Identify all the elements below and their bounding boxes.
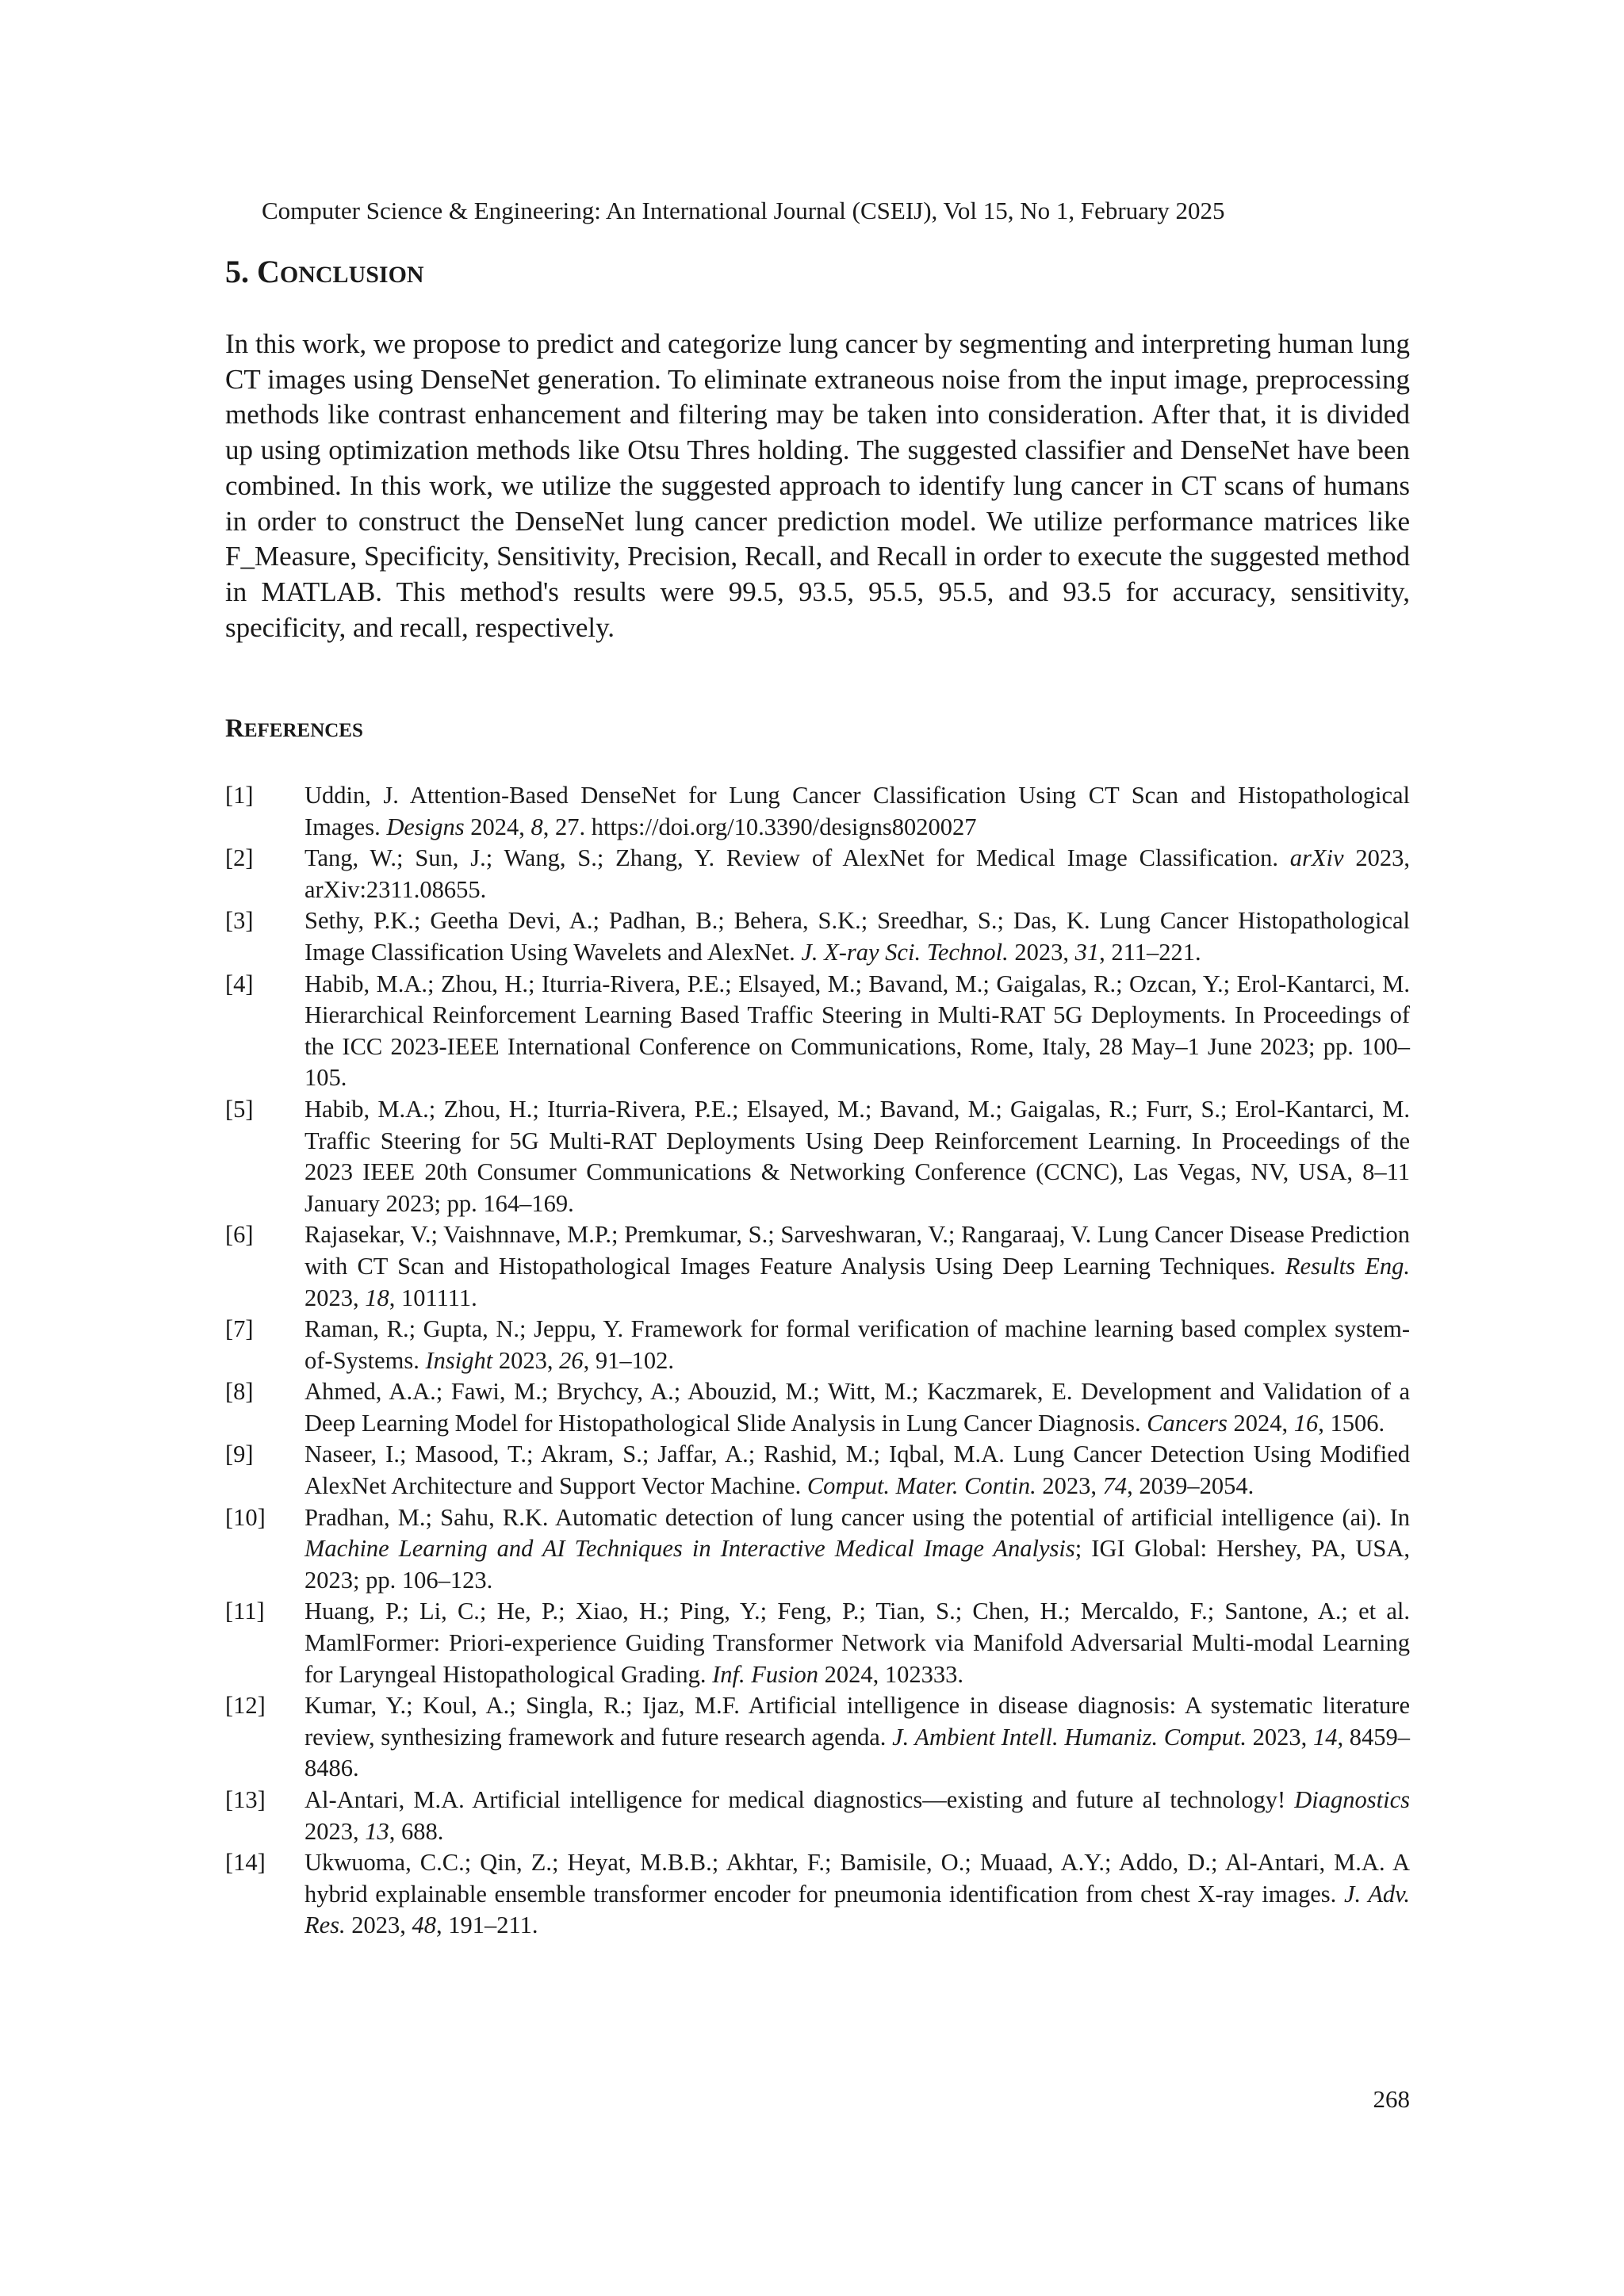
- reference-year: 2023,: [1247, 1723, 1313, 1751]
- reference-text: [304, 1785, 1410, 1847]
- reference-number: [10]: [225, 1503, 266, 1531]
- reference-pages: , 27. https://doi.org/10.3390/designs8020027: [542, 813, 977, 840]
- reference-journal: Inf. Fusion: [712, 1660, 818, 1688]
- reference-year: 2023,: [1036, 1472, 1103, 1500]
- reference-number: [14]: [225, 1849, 266, 1877]
- reference-pages: , 2039–2054.: [1127, 1472, 1254, 1500]
- section-number: 5.: [225, 254, 249, 289]
- reference-number: [1]: [225, 782, 254, 809]
- reference-pages: , 191–211.: [436, 1911, 538, 1939]
- reference-pages: , 8459–8486.: [304, 1723, 1411, 1782]
- reference-authors-title: Habib, M.A.; Zhou, H.; Iturria-Rivera, P.E.; Elsayed, M.; Bavand, M.; Gaigalas, R.; Furr, S.; Erol-Kantarci, M. Traffic Steering for 5G Multi-RAT Deployments Using Deep Reinforcement Learning. In Proceedings of the 2023 IEEE 20th Consumer Communications & Networking Conference (CCNC), Las Vegas, NV, USA, 8–11 January 2023; pp. 164–169.: [304, 1095, 1410, 1217]
- reference-pages: , 688.: [389, 1817, 444, 1845]
- reference-number: [12]: [225, 1692, 266, 1720]
- reference-journal: Diagnostics: [1294, 1786, 1410, 1813]
- reference-authors-title: Ukwuoma, C.C.; Qin, Z.; Heyat, M.B.B.; Akhtar, F.; Bamisile, O.; Muaad, A.Y.; Addo, D.; Al-Antari, M.A. A hybrid explainable ensemble transformer encoder for pneumonia identification from chest X-ray images.: [304, 1849, 1410, 1908]
- reference-year: 2023,: [492, 1346, 560, 1374]
- reference-authors-title: Ahmed, A.A.; Fawi, M.; Brychcy, A.; Abouzid, M.; Witt, M.; Kaczmarek, E. Development and Validation of a Deep Learning Model for Histopathological Slide Analysis in Lung Cancer Diagnosis.: [304, 1378, 1410, 1437]
- reference-journal: Insight: [425, 1346, 493, 1374]
- reference-item: [225, 1219, 1410, 1314]
- reference-year: 2023,: [304, 1817, 366, 1845]
- reference-journal: Designs: [386, 813, 465, 840]
- reference-item: [225, 905, 1410, 968]
- reference-authors-title: Al-Antari, M.A. Artificial intelligence for medical diagnostics—existing and future aI technology!: [304, 1786, 1295, 1813]
- reference-item: [225, 843, 1410, 905]
- reference-item: [225, 1314, 1410, 1376]
- conclusion-paragraph: In this work, we propose to predict and categorize lung cancer by segmenting and interpreting human lung CT images using DenseNet generation. To eliminate extraneous noise from the input image, preprocessing methods like contrast enhancement and filtering may be taken into consideration. After that, it is divided up using optimization methods like Otsu Thres holding. The suggested classifier and DenseNet have been combined. In this work, we utilize the suggested approach to identify lung cancer in CT scans of humans in order to construct the DenseNet lung cancer prediction model. We utilize performance matrices like F_Measure, Specificity, Sensitivity, Precision, Recall, and Recall in order to execute the suggested method in MATLAB. This method's results were 99.5, 93.5, 95.5, 95.5, and 93.5 for accuracy, sensitivity, specificity, and recall, respectively.: [225, 328, 1410, 643]
- reference-number: [8]: [225, 1378, 254, 1406]
- references-heading: [225, 712, 363, 748]
- reference-year: ; IGI Global: Hershey, PA, USA, 2023; pp. 106–123.: [304, 1535, 1410, 1594]
- reference-authors-title: Pradhan, M.; Sahu, R.K. Automatic detection of lung cancer using the potential of artificial intelligence (ai). In: [304, 1503, 1410, 1531]
- reference-pages: , 101111.: [389, 1284, 477, 1311]
- reference-volume: 18: [365, 1284, 389, 1311]
- reference-journal: Cancers: [1147, 1409, 1228, 1437]
- reference-text: [304, 1596, 1410, 1690]
- section-title-rest: ONCLUSION: [279, 262, 424, 288]
- reference-item: [225, 1690, 1410, 1785]
- reference-authors-title: Tang, W.; Sun, J.; Wang, S.; Zhang, Y. Review of AlexNet for Medical Image Classification.: [304, 844, 1290, 872]
- reference-item: [225, 969, 1410, 1094]
- reference-text: [304, 1439, 1410, 1502]
- section-heading: [225, 252, 424, 295]
- running-header: Computer Science & Engineering: An International Journal (CSEIJ), Vol 15, No 1, February 2025: [262, 197, 1225, 224]
- page-number: 268: [1373, 2085, 1410, 2113]
- references-title-initial: R: [225, 714, 244, 743]
- reference-text: [304, 1376, 1410, 1439]
- reference-authors-title: Kumar, Y.; Koul, A.; Singla, R.; Ijaz, M.F. Artificial intelligence in disease diagnosis: A systematic literature review, synthesizing framework and future research agenda.: [304, 1692, 1410, 1751]
- reference-authors-title: Habib, M.A.; Zhou, H.; Iturria-Rivera, P.E.; Elsayed, M.; Bavand, M.; Gaigalas, R.; Ozcan, Y.; Erol-Kantarci, M. Hierarchical Reinforcement Learning Based Traffic Steering in Multi-RAT 5G Deployments. In Proceedings of the ICC 2023-IEEE International Conference on Communications, Rome, Italy, 28 May–1 June 2023; pp. 100–105.: [304, 970, 1410, 1092]
- reference-number: [9]: [225, 1441, 254, 1468]
- reference-journal: arXiv: [1289, 844, 1344, 872]
- reference-authors-title: Sethy, P.K.; Geetha Devi, A.; Padhan, B.; Behera, S.K.; Sreedhar, S.; Das, K. Lung Cancer Histopathological Image Classification Using Wavelets and AlexNet.: [304, 907, 1410, 966]
- reference-item: [225, 1785, 1410, 1847]
- reference-item: [225, 780, 1410, 843]
- reference-item: [225, 1094, 1410, 1219]
- reference-volume: 8: [530, 813, 543, 840]
- reference-volume: 16: [1293, 1409, 1319, 1437]
- reference-year: 2023,: [345, 1911, 412, 1939]
- reference-authors-title: Huang, P.; Li, C.; He, P.; Xiao, H.; Ping, Y.; Feng, P.; Tian, S.; Chen, H.; Mercaldo, F.; Santone, A.; et al. MamlFormer: Priori-experience Guiding Transformer Network via Manifold Adversarial Multi-modal Learning for Laryngeal Histopathological Grading.: [304, 1598, 1410, 1688]
- reference-text: [304, 1314, 1410, 1376]
- reference-list: [225, 780, 1410, 1942]
- reference-item: [225, 1439, 1410, 1502]
- reference-year: 2023, arXiv:2311.08655.: [304, 844, 1410, 903]
- reference-number: [5]: [225, 1095, 254, 1123]
- reference-volume: 74: [1102, 1472, 1128, 1500]
- reference-journal: Machine Learning and AI Techniques in Interactive Medical Image Analysis: [304, 1535, 1075, 1563]
- reference-journal: Results Eng.: [1285, 1252, 1410, 1280]
- reference-volume: 48: [412, 1911, 437, 1939]
- reference-number: [6]: [225, 1221, 254, 1249]
- reference-pages: , 91–102.: [583, 1346, 674, 1374]
- reference-number: [13]: [225, 1786, 266, 1813]
- reference-volume: 31: [1074, 938, 1100, 966]
- reference-number: [2]: [225, 844, 254, 872]
- reference-number: [11]: [225, 1598, 265, 1625]
- reference-number: [4]: [225, 970, 254, 997]
- reference-year: 2024, 102333.: [818, 1660, 963, 1688]
- reference-item: [225, 1376, 1410, 1439]
- reference-authors-title: Naseer, I.; Masood, T.; Akram, S.; Jaffar, A.; Rashid, M.; Iqbal, M.A. Lung Cancer Detection Using Modified AlexNet Architecture and Support Vector Machine.: [304, 1441, 1410, 1500]
- reference-text: [304, 1219, 1410, 1314]
- reference-item: [225, 1847, 1410, 1942]
- reference-text: [304, 1094, 1410, 1219]
- reference-year: 2024,: [464, 813, 531, 840]
- reference-authors-title: Rajasekar, V.; Vaishnnave, M.P.; Premkumar, S.; Sarveshwaran, V.; Rangaraaj, V. Lung Cancer Disease Prediction with CT Scan and Histopathological Images Feature Analysis Using Deep Learning Techniques.: [304, 1221, 1410, 1280]
- reference-text: [304, 1690, 1410, 1785]
- reference-journal: J. Ambient Intell. Humaniz. Comput.: [892, 1723, 1247, 1751]
- reference-text: [304, 780, 1410, 843]
- reference-authors-title: Uddin, J. Attention-Based DenseNet for Lung Cancer Classification Using CT Scan and Histopathological Images.: [304, 782, 1410, 840]
- reference-journal: J. X-ray Sci. Technol.: [801, 938, 1009, 966]
- reference-year: 2023,: [1008, 938, 1075, 966]
- reference-number: [7]: [225, 1315, 254, 1343]
- references-title-rest: EFERENCES: [243, 720, 363, 741]
- reference-text: [304, 969, 1410, 1094]
- reference-item: [225, 1502, 1410, 1597]
- reference-number: [3]: [225, 907, 254, 935]
- reference-year: 2024,: [1227, 1409, 1294, 1437]
- reference-journal: J. Adv. Res.: [304, 1880, 1411, 1939]
- reference-journal: Comput. Mater. Contin.: [806, 1472, 1036, 1500]
- reference-authors-title: Raman, R.; Gupta, N.; Jeppu, Y. Framework for formal verification of machine learning based complex system-of-Systems.: [304, 1315, 1410, 1374]
- reference-text: [304, 843, 1410, 905]
- reference-pages: , 1506.: [1318, 1409, 1385, 1437]
- reference-item: [225, 1596, 1410, 1690]
- reference-volume: 14: [1312, 1723, 1338, 1751]
- reference-year: 2023,: [304, 1284, 366, 1311]
- reference-text: [304, 1847, 1410, 1942]
- reference-pages: , 211–221.: [1099, 938, 1201, 966]
- reference-volume: 26: [559, 1346, 584, 1374]
- section-title-initial: C: [257, 254, 280, 289]
- reference-text: [304, 1502, 1410, 1597]
- reference-text: [304, 905, 1410, 968]
- reference-volume: 13: [365, 1817, 389, 1845]
